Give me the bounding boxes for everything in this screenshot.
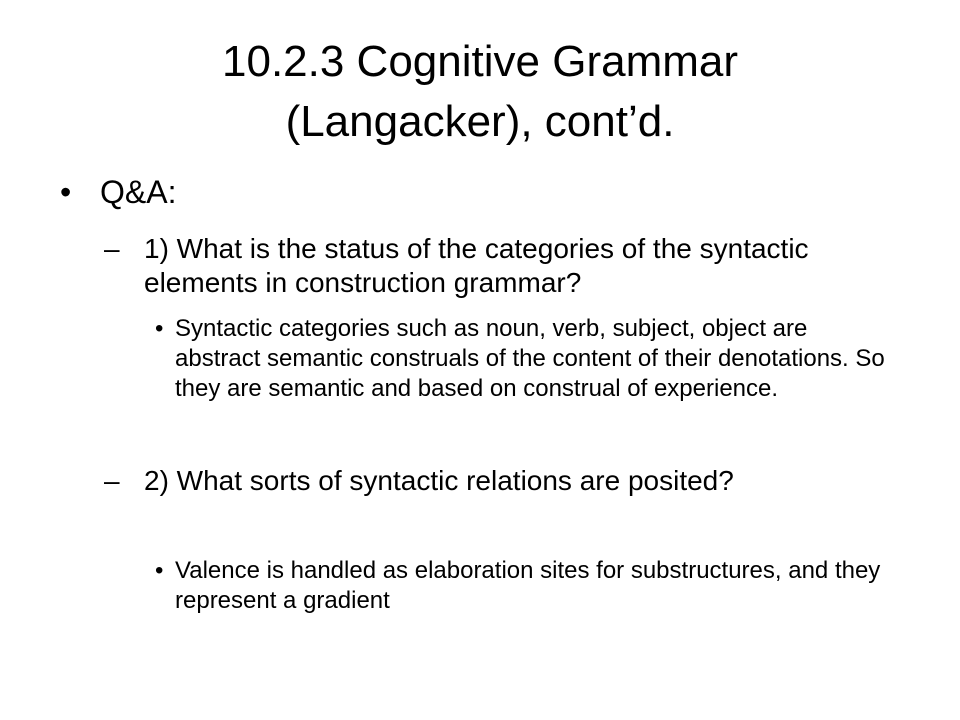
slide-title-line-1: 10.2.3 Cognitive Grammar [222, 37, 738, 86]
qa-heading: Q&A: [100, 174, 177, 210]
bullet-dot-icon: • [155, 557, 164, 584]
question-1-text: 1) What is the status of the categories of the syntactic elements in construction grammar? [144, 233, 809, 298]
bullet-qa [60, 172, 920, 212]
answer-2-text: Valence is handled as elaboration sites for substructures, and they represent a gradient [175, 557, 881, 614]
question-2 [104, 464, 884, 498]
answer-1 [155, 314, 895, 404]
dash-icon: – [104, 465, 120, 496]
slide-title [80, 32, 880, 152]
answer-1-text: Syntactic categories such as noun, verb, subject, object are abstract semantic construals of the content of their denotations. So they are semantic and based on construal of experience. [175, 315, 885, 402]
bullet-dot-icon: • [155, 315, 164, 342]
question-1 [104, 232, 884, 300]
dash-icon: – [104, 233, 120, 264]
bullet-dot-icon: • [60, 174, 72, 210]
question-2-text: 2) What sorts of syntactic relations are posited? [144, 465, 734, 496]
answer-2 [155, 556, 895, 616]
slide-title-line-2: (Langacker), cont’d. [285, 97, 675, 146]
